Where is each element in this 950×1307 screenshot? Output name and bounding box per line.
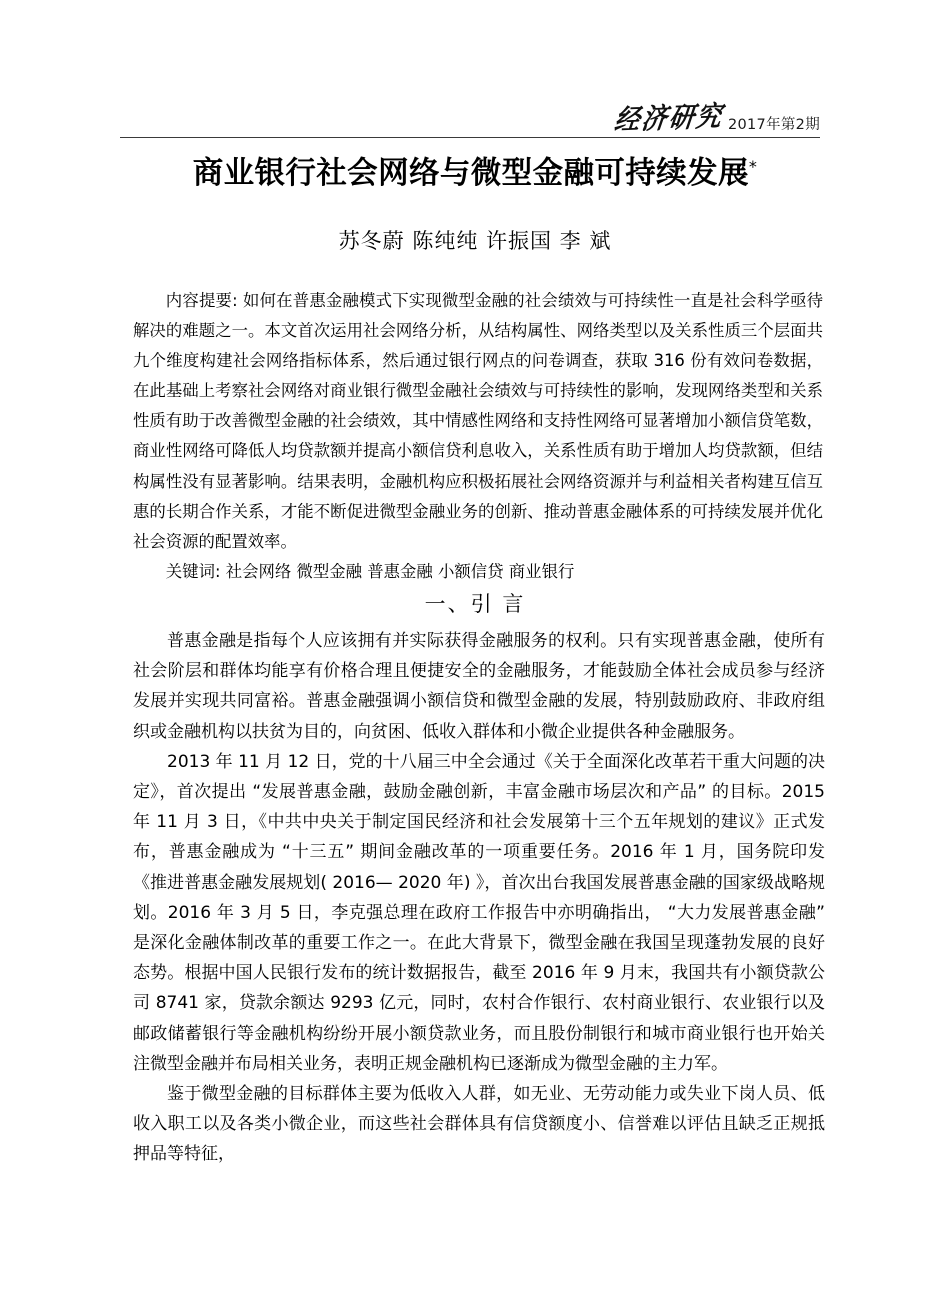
keywords-line: 关键词: 社会网络 微型金融 普惠金融 小额信贷 商业银行: [165, 561, 575, 581]
body-paragraph: 鉴于微型金融的目标群体主要为低收入人群，如无业、无劳动能力或失业下岗人员、低收入职工以及各类小微企业，而这些社会群体具有信贷额度小、信誉难以评估且缺乏正规抵押品等特征，: [133, 1084, 825, 1165]
abstract-section: [133, 286, 823, 587]
issue-label: 2017年第2期: [727, 116, 820, 133]
title-text: 商业银行社会网络与微型金融可持续发展: [192, 156, 749, 191]
abstract-text: 内容提要: 如何在普惠金融模式下实现微型金融的社会绩效与可持续性一直是社会科学亟待解决的难题之一。本文首次运用社会网络分析，从结构属性、网络类型以及关系性质三个层面共九个维度构建社会网络指标体系，然后通过银行网点的问卷调查，获取 316 份有效问卷数据，在此基础上考察社会网络对商业银行微型金融社会绩效与可持续性的影响，发现网络类型和关系性质有助于改善微型金融的社会绩效，其中情感性网络和支持性网络可显著增加小额信贷笔数，商业性网络可降低人均贷款额并提高小额信贷利息收入，关系性质有助于增加人均贷款额，但结构属性没有显著影响。结果表明，金融机构应积极拓展社会网络资源并与利益相关者构建互信互惠的长期合作关系，才能不断促进微型金融业务的创新、推动普惠金融体系的可持续发展并优化社会资源的配置效率。: [133, 291, 823, 551]
body-paragraph: 2013 年 11 月 12 日，党的十八届三中全会通过《关于全面深化改革若干重大问题的决定》，首次提出 “发展普惠金融，鼓励金融创新，丰富金融市场层次和产品” 的目标。2015 年 11 月 3 日，《中共中央关于制定国民经济和社会发展第十三个五年规划的建议》正式发布，普惠金融成为 “十三五” 期间金融改革的一项重要任务。2016 年 1 月，国务院印发《推进普惠金融发展规划( 2016— 2020 年) 》，首次出台我国发展普惠金融的国家级战略规划。2016 年 3 月 5 日，李克强总理在政府工作报告中亦明确指出， “大力发展普惠金融” 是深化金融体制改革的重要工作之一。在此大背景下，微型金融在我国呈现蓬勃发展的良好态势。根据中国人民银行发布的统计数据报告，截至 2016 年 9 月末，我国共有小额贷款公司 8741 家，贷款余额达 9293 亿元，同时，农村合作银行、农村商业银行、农业银行以及邮政储蓄银行等金融机构纷纷开展小额贷款业务，而且股份制银行和城市商业银行也开始关注微型金融并布局相关业务，表明正规金融机构已逐渐成为微型金融的主力军。: [133, 751, 825, 1074]
running-head: [120, 96, 820, 138]
author-list: 苏冬蔚 陈纯纯 许振国 李 斌: [338, 229, 612, 253]
body-paragraph: 普惠金融是指每个人应该拥有并实际获得金融服务的权利。只有实现普惠金融，使所有社会阶层和群体均能享有价格合理且便捷安全的金融服务，才能鼓励全体社会成员参与经济发展并实现共同富裕。普惠金融强调小额信贷和微型金融的发展，特别鼓励政府、非政府组织或金融机构以扶贫为目的，向贫困、低收入群体和小微企业提供各种金融服务。: [133, 631, 825, 742]
section-heading-introduction: 一、引 言: [424, 592, 526, 616]
page-title: [0, 155, 950, 193]
journal-logo: 经济研究: [612, 99, 726, 137]
body-text: [133, 626, 825, 1170]
title-footnote-marker: *: [748, 156, 758, 176]
